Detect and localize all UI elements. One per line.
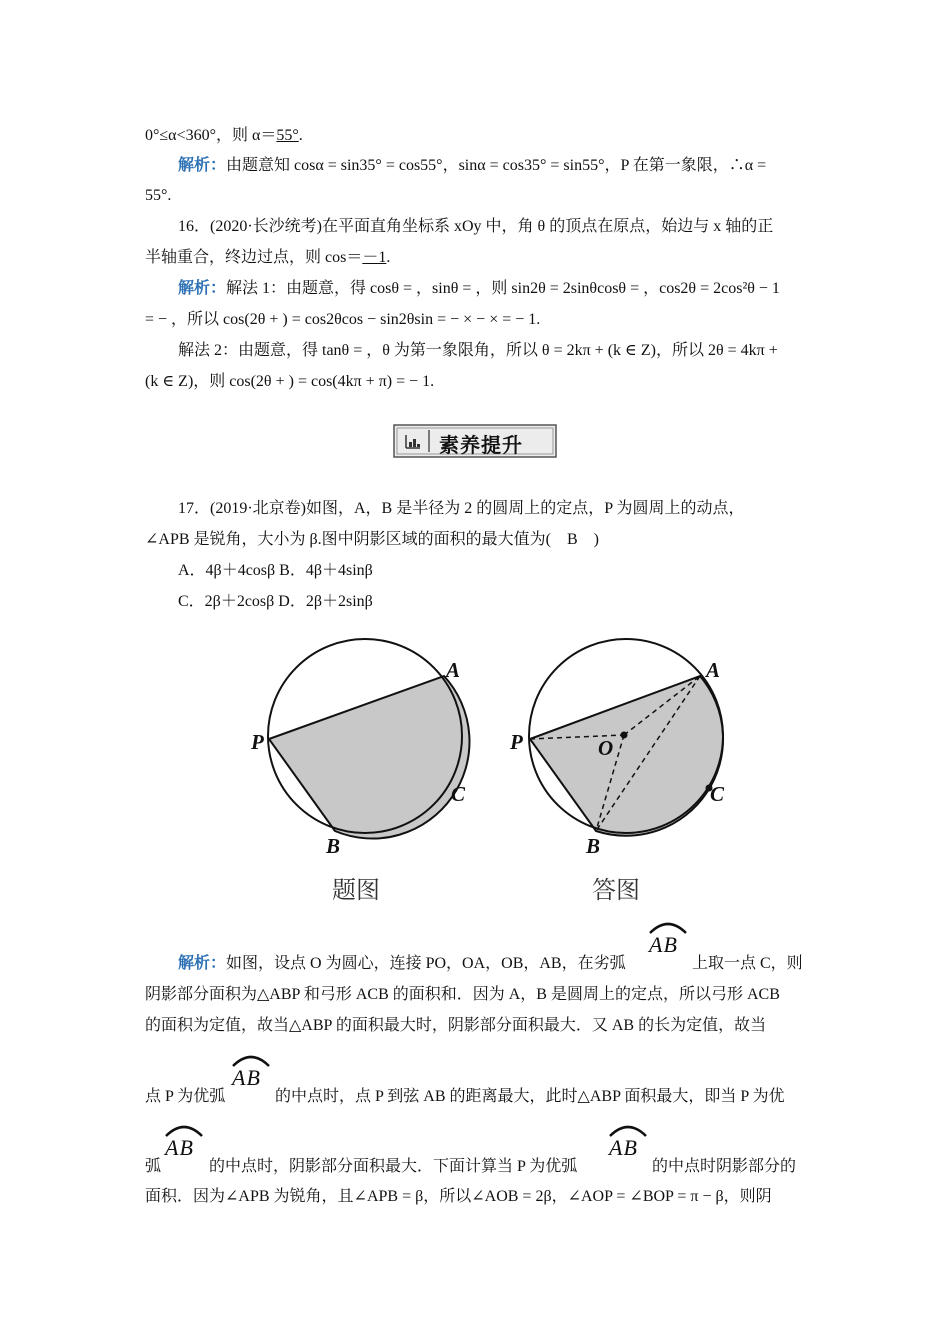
text-line-9: (k ∈ Z)，则 cos(2θ + ) = cos(4kπ + π) = − 1. xyxy=(145,373,435,390)
arc-label: AB xyxy=(232,1065,261,1090)
arc-ab-symbol-4 xyxy=(606,1121,650,1161)
label-a-right: A xyxy=(706,658,721,682)
label-o-right: O xyxy=(598,736,614,760)
caption-answer-figure: 答图 xyxy=(592,876,640,904)
analysis-label: 解析： xyxy=(178,955,227,972)
arc-ab-symbol-2 xyxy=(229,1051,273,1091)
options-ab: A．4β＋4cosβ B．4β＋4sinβ xyxy=(178,562,373,579)
label-p-right: P xyxy=(510,730,523,754)
text-line-18c: 的中点时阴影部分的 xyxy=(652,1158,797,1175)
arc-label: AB xyxy=(609,1135,638,1160)
text-line-17b: 的中点时，点 P 到弦 AB 的距离最大，此时△ABP 面积最大，即当 P 为优 xyxy=(275,1088,785,1105)
label-b-right: B xyxy=(586,834,601,858)
banner-title: 素养提升 xyxy=(439,433,523,457)
shaded-region-left xyxy=(269,676,469,839)
banner-icon xyxy=(403,431,423,451)
caption-question-figure: 题图 xyxy=(332,876,380,904)
text-line-11: ∠APB 是锐角，大小为 β.图中阴影区域的面积的最大值为( B ) xyxy=(145,531,600,548)
arc-ab-symbol-3 xyxy=(162,1121,206,1161)
text-segment: 0°≤α<360°，则 α＝ xyxy=(145,127,277,144)
text-line-6 xyxy=(178,279,810,299)
text-line-1 xyxy=(145,126,810,146)
arc-label: AB xyxy=(649,932,678,957)
label-b-left: B xyxy=(326,834,341,858)
analysis-label: 解析： xyxy=(178,157,227,174)
text-line-16: 的面积为定值，故当△ABP 的面积最大时，阴影部分面积最大．又 AB 的长为定值，故当 xyxy=(145,1017,767,1034)
text-segment: 半轴重合，终边过点，则 cos＝ xyxy=(145,249,363,266)
text-line-18b: 的中点时，阴影部分面积最大．下面计算当 P 为优弧 xyxy=(209,1158,578,1175)
section-banner xyxy=(393,424,557,458)
arc-label: AB xyxy=(165,1135,194,1160)
analysis-label: 解析： xyxy=(178,280,227,297)
text-line-18a: 弧 xyxy=(145,1158,162,1175)
text-line-3: 55°. xyxy=(145,187,172,204)
text-segment: 解法 1：由题意，得 cosθ = ，sinθ = ，则 sin2θ = 2sinθcosθ = ，cos2θ = 2cos²θ − 1 xyxy=(226,280,780,297)
question-16: 16．(2020·长沙统考)在平面直角坐标系 xOy 中，角 θ 的顶点在原点，始边与 x 轴的正 xyxy=(178,218,774,235)
shaded-region-right xyxy=(530,676,723,836)
options-cd: C．2β＋2cosβ D．2β＋2sinβ xyxy=(178,593,373,610)
text-line-14b: 上取一点 C，则 xyxy=(692,955,803,972)
label-c-left: C xyxy=(451,782,466,806)
text-line-7: = − ，所以 cos(2θ + ) = cos2θcos − sin2θsin = − × − × = − 1. xyxy=(145,311,541,328)
text-segment: 由题意知 cosα = sin35° = cos55°，sinα = cos35° = sin55°，P 在第一象限，∴α = xyxy=(226,157,767,174)
geometry-figure xyxy=(248,632,728,907)
center-point xyxy=(621,732,628,739)
answer-underline: 55° xyxy=(276,127,299,144)
circle-diagrams xyxy=(248,632,728,907)
text-line-15: 阴影部分面积为△ABP 和弓形 ACB 的面积和．因为 A，B 是圆周上的定点，所以弓形 ACB xyxy=(145,986,780,1003)
label-p-left: P xyxy=(251,730,264,754)
label-c-right: C xyxy=(710,782,725,806)
text-segment: . xyxy=(386,249,391,266)
text-line-2 xyxy=(178,156,810,176)
question-17: 17．(2019·北京卷)如图，A，B 是半径为 2 的圆周上的定点，P 为圆周上的动点， xyxy=(178,500,745,517)
text-segment: . xyxy=(298,127,303,144)
arc-ab-symbol-1 xyxy=(646,918,690,958)
text-line-8: 解法 2：由题意，得 tanθ = ，θ 为第一象限角，所以 θ = 2kπ + (k ∈ Z)，所以 2θ = 4kπ + xyxy=(178,342,778,359)
label-a-left: A xyxy=(446,658,461,682)
text-line-5 xyxy=(145,248,810,268)
answer-underline: －1 xyxy=(362,249,387,266)
text-line-17a: 点 P 为优弧 xyxy=(145,1088,226,1105)
text-segment: 如图，设点 O 为圆心，连接 PO，OA，OB，AB，在劣弧 xyxy=(226,955,626,972)
text-line-19: 面积．因为∠APB 为锐角，且∠APB = β，所以∠AOB = 2β，∠AOP = ∠BOP = π − β，则阴 xyxy=(145,1188,772,1205)
